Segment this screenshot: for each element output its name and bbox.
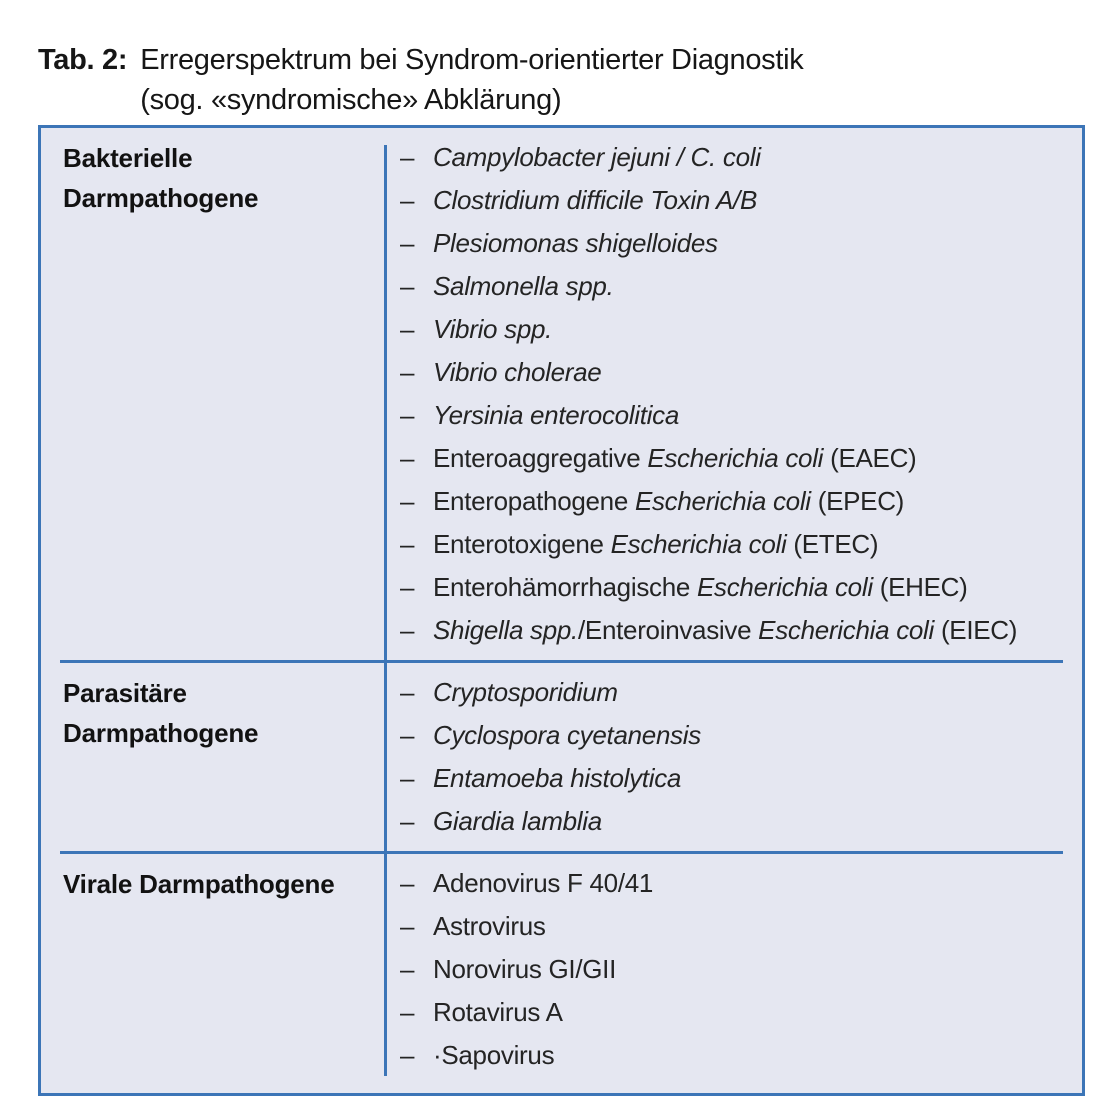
pathogen-name <box>433 351 601 394</box>
pathogen-item <box>400 671 1074 714</box>
pathogen-name <box>433 609 1017 652</box>
pathogen-name <box>433 671 618 714</box>
pathogen-name-segment: Plesiomonas shigelloides <box>433 228 718 258</box>
pathogen-name <box>433 991 563 1034</box>
table-caption-line1: Erregerspektrum bei Syndrom-orientierter Diagnostik <box>140 44 804 76</box>
table-caption-text <box>140 40 803 120</box>
pathogen-name <box>433 1034 554 1077</box>
pathogen-name <box>433 862 653 905</box>
pathogen-name-segment: Cyclospora cyetanensis <box>433 720 701 750</box>
pathogen-item <box>400 222 1074 265</box>
pathogen-item <box>400 609 1074 652</box>
table-row <box>41 854 1082 1085</box>
pathogen-name-segment: Yersinia enterocolitica <box>433 400 680 430</box>
pathogen-item <box>400 394 1074 437</box>
pathogen-name <box>433 437 916 480</box>
pathogen-item <box>400 437 1074 480</box>
dash-bullet: – <box>400 271 415 301</box>
dash-bullet: – <box>400 806 415 836</box>
pathogen-name-segment: Cryptosporidium <box>433 677 618 707</box>
dash-bullet: – <box>400 400 415 430</box>
pathogen-name-segment: Escherichia coli <box>634 486 811 516</box>
pathogen-name <box>433 179 757 222</box>
dash-bullet: – <box>400 185 415 215</box>
row-header: Virale Darmpathogene <box>63 869 335 899</box>
pathogen-name <box>433 265 614 308</box>
pathogen-name-segment: ·Sapovirus <box>433 1040 555 1070</box>
dash-bullet: – <box>400 1040 415 1070</box>
pathogen-name-segment: (EAEC) <box>823 443 917 473</box>
pathogen-name-segment: Vibrio spp. <box>433 314 553 344</box>
pathogen-name <box>433 566 968 609</box>
pathogen-name-segment: (EHEC) <box>872 572 968 602</box>
pathogen-name <box>433 222 718 265</box>
table-caption <box>38 40 803 120</box>
pathogen-item <box>400 308 1074 351</box>
pathogen-item <box>400 265 1074 308</box>
row-items <box>384 854 1082 1085</box>
table-row <box>41 663 1082 851</box>
pathogen-item <box>400 523 1074 566</box>
dash-bullet: – <box>400 868 415 898</box>
pathogen-item <box>400 480 1074 523</box>
pathogen-name-segment: Norovirus GI/GII <box>433 954 617 984</box>
pathogen-table <box>38 125 1085 1096</box>
pathogen-item <box>400 136 1074 179</box>
pathogen-item <box>400 905 1074 948</box>
dash-bullet: – <box>400 486 415 516</box>
pathogen-name-segment: Enteroaggregative <box>433 443 648 473</box>
pathogen-name-segment: Escherichia coli <box>610 529 787 559</box>
table-caption-line2: (sog. «syndromische» Abklärung) <box>140 84 562 116</box>
pathogen-name <box>433 394 679 437</box>
dash-bullet: – <box>400 954 415 984</box>
pathogen-name-segment: Campylobacter jejuni / C. coli <box>433 142 761 172</box>
dash-bullet: – <box>400 529 415 559</box>
row-items <box>384 128 1082 660</box>
pathogen-name-segment: (ETEC) <box>786 529 879 559</box>
pathogen-name-segment: Enteropathogene <box>433 486 635 516</box>
pathogen-name-segment: Giardia lamblia <box>433 806 602 836</box>
pathogen-name <box>433 800 602 843</box>
pathogen-name-segment: Entamoeba histolytica <box>433 763 682 793</box>
pathogen-name <box>433 905 546 948</box>
dash-bullet: – <box>400 443 415 473</box>
dash-bullet: – <box>400 763 415 793</box>
pathogen-name <box>433 308 552 351</box>
dash-bullet: – <box>400 911 415 941</box>
pathogen-name-segment: Vibrio cholerae <box>433 357 602 387</box>
pathogen-table-rows <box>41 128 1082 1085</box>
pathogen-item <box>400 800 1074 843</box>
dash-bullet: – <box>400 615 415 645</box>
pathogen-name-segment: (EPEC) <box>810 486 905 516</box>
pathogen-name-segment: Escherichia coli <box>647 443 824 473</box>
pathogen-item <box>400 566 1074 609</box>
pathogen-item <box>400 1034 1074 1077</box>
pathogen-item <box>400 948 1074 991</box>
dash-bullet: – <box>400 142 415 172</box>
pathogen-name <box>433 136 761 179</box>
pathogen-item <box>400 179 1074 222</box>
row-header: Parasitäre Darmpathogene <box>63 678 259 748</box>
pathogen-name-segment: (EIEC) <box>934 615 1018 645</box>
pathogen-name-segment: Escherichia coli <box>696 572 873 602</box>
pathogen-name-segment: Astrovirus <box>433 911 546 941</box>
dash-bullet: – <box>400 228 415 258</box>
pathogen-item <box>400 714 1074 757</box>
pathogen-name-segment: Enterohämorrhagische <box>433 572 697 602</box>
pathogen-name-segment: Escherichia coli <box>758 615 935 645</box>
pathogen-name-segment: Enterotoxigene <box>433 529 611 559</box>
pathogen-item <box>400 351 1074 394</box>
column-divider <box>384 145 387 1076</box>
dash-bullet: – <box>400 572 415 602</box>
pathogen-name-segment: Rotavirus A <box>433 997 563 1027</box>
pathogen-name <box>433 948 616 991</box>
pathogen-name-segment: Clostridium difficile Toxin A/B <box>433 185 758 215</box>
pathogen-name-segment: Salmonella spp. <box>433 271 614 301</box>
pathogen-item <box>400 862 1074 905</box>
dash-bullet: – <box>400 677 415 707</box>
pathogen-item <box>400 757 1074 800</box>
table-caption-label: Tab. 2: <box>38 44 128 76</box>
pathogen-name <box>433 480 904 523</box>
pathogen-name-segment: Adenovirus F 40/41 <box>433 868 654 898</box>
dash-bullet: – <box>400 314 415 344</box>
dash-bullet: – <box>400 357 415 387</box>
pathogen-name <box>433 523 878 566</box>
pathogen-name <box>433 757 681 800</box>
row-items <box>384 663 1082 851</box>
pathogen-name-segment: Shigella spp. <box>433 615 578 645</box>
pathogen-name <box>433 714 701 757</box>
dash-bullet: – <box>400 997 415 1027</box>
dash-bullet: – <box>400 720 415 750</box>
row-header: Bakterielle Darmpathogene <box>63 143 259 213</box>
pathogen-item <box>400 991 1074 1034</box>
pathogen-name-segment: /Enteroinvasive <box>577 615 759 645</box>
table-row <box>41 128 1082 660</box>
